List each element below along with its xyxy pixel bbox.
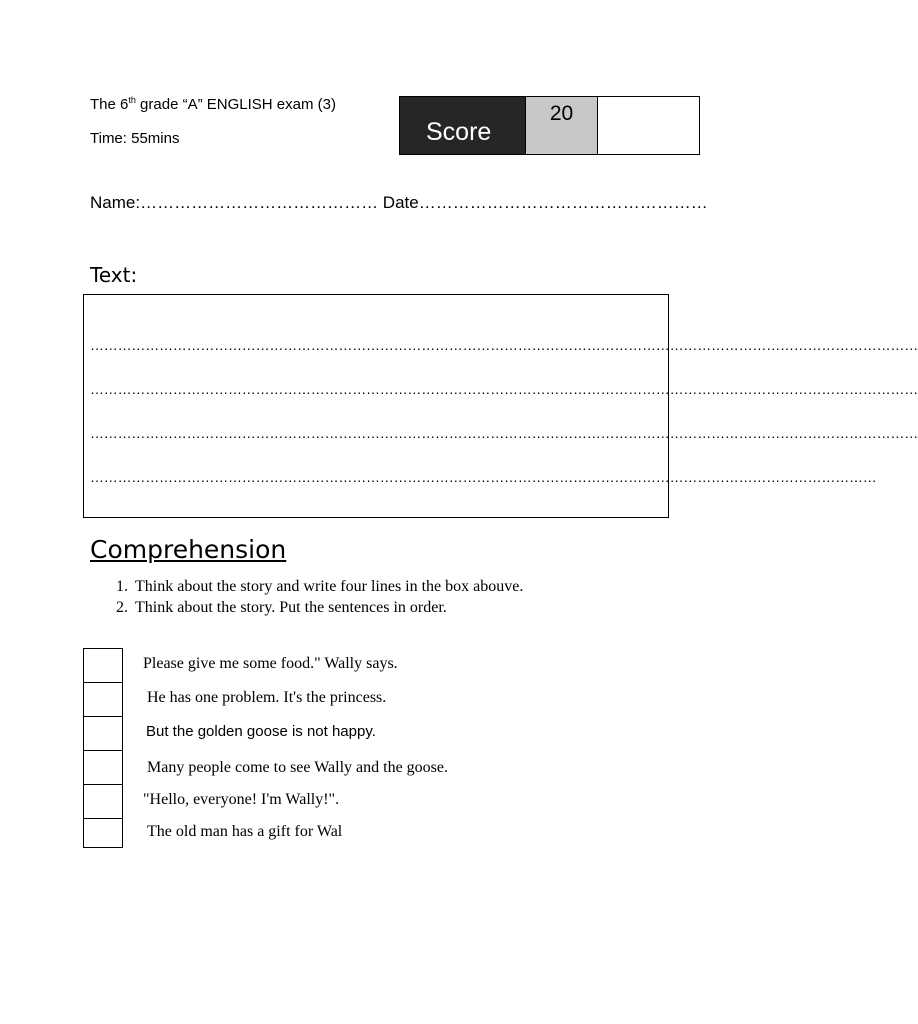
answer-line[interactable]: ……………………………………………………………………………………………………………………………………………………………… <box>90 337 918 353</box>
exam-title-superscript: th <box>128 95 136 105</box>
instructions-list <box>90 578 523 620</box>
comprehension-heading: Comprehension <box>90 535 287 564</box>
order-sentence: Many people come to see Wally and the goose. <box>147 759 448 776</box>
instruction-item <box>90 578 523 596</box>
instruction-number: 1. <box>116 578 128 595</box>
score-table <box>399 96 700 155</box>
answer-line[interactable]: ……………………………………………………………………………………………………………………………………………………………… <box>90 381 918 397</box>
score-total: 20 <box>525 97 598 154</box>
order-number-box[interactable] <box>83 750 123 784</box>
name-date-line[interactable]: Name:…………………………………… Date…………………………………………… <box>90 193 708 212</box>
order-sentence: "Hello, everyone! I'm Wally!". <box>143 791 340 808</box>
order-number-box[interactable] <box>83 716 123 750</box>
score-value-field[interactable] <box>598 97 699 154</box>
exam-title-prefix: The 6 <box>90 96 129 113</box>
text-answer-box[interactable] <box>83 294 918 518</box>
order-number-box[interactable] <box>83 682 123 716</box>
answer-line[interactable]: ……………………………………………………………………………………………………………………………………………………………… <box>90 425 918 441</box>
instruction-text: Think about the story. Put the sentences in order. <box>135 599 447 616</box>
exam-time: Time: 55mins <box>90 130 180 147</box>
score-label: Score <box>400 97 525 154</box>
order-sentence: The old man has a gift for Wal <box>147 823 343 840</box>
order-number-box[interactable] <box>83 648 123 682</box>
exam-title-suffix: grade “A” ENGLISH exam (3) <box>135 96 336 113</box>
answer-line[interactable]: ……………………………………………………………………………………………………………………………………………………… <box>90 469 877 485</box>
instruction-item <box>90 599 523 617</box>
order-number-box[interactable] <box>83 784 123 818</box>
order-sentence: He has one problem. It's the princess. <box>147 689 387 706</box>
instruction-text: Think about the story and write four lines in the box abouve. <box>135 578 524 595</box>
text-heading: Text: <box>90 263 138 287</box>
order-sentence: Please give me some food." Wally says. <box>143 655 398 672</box>
exam-title <box>90 95 336 113</box>
instruction-number: 2. <box>116 599 128 616</box>
order-number-box[interactable] <box>83 818 123 848</box>
order-sentence: But the golden goose is not happy. <box>146 723 376 740</box>
